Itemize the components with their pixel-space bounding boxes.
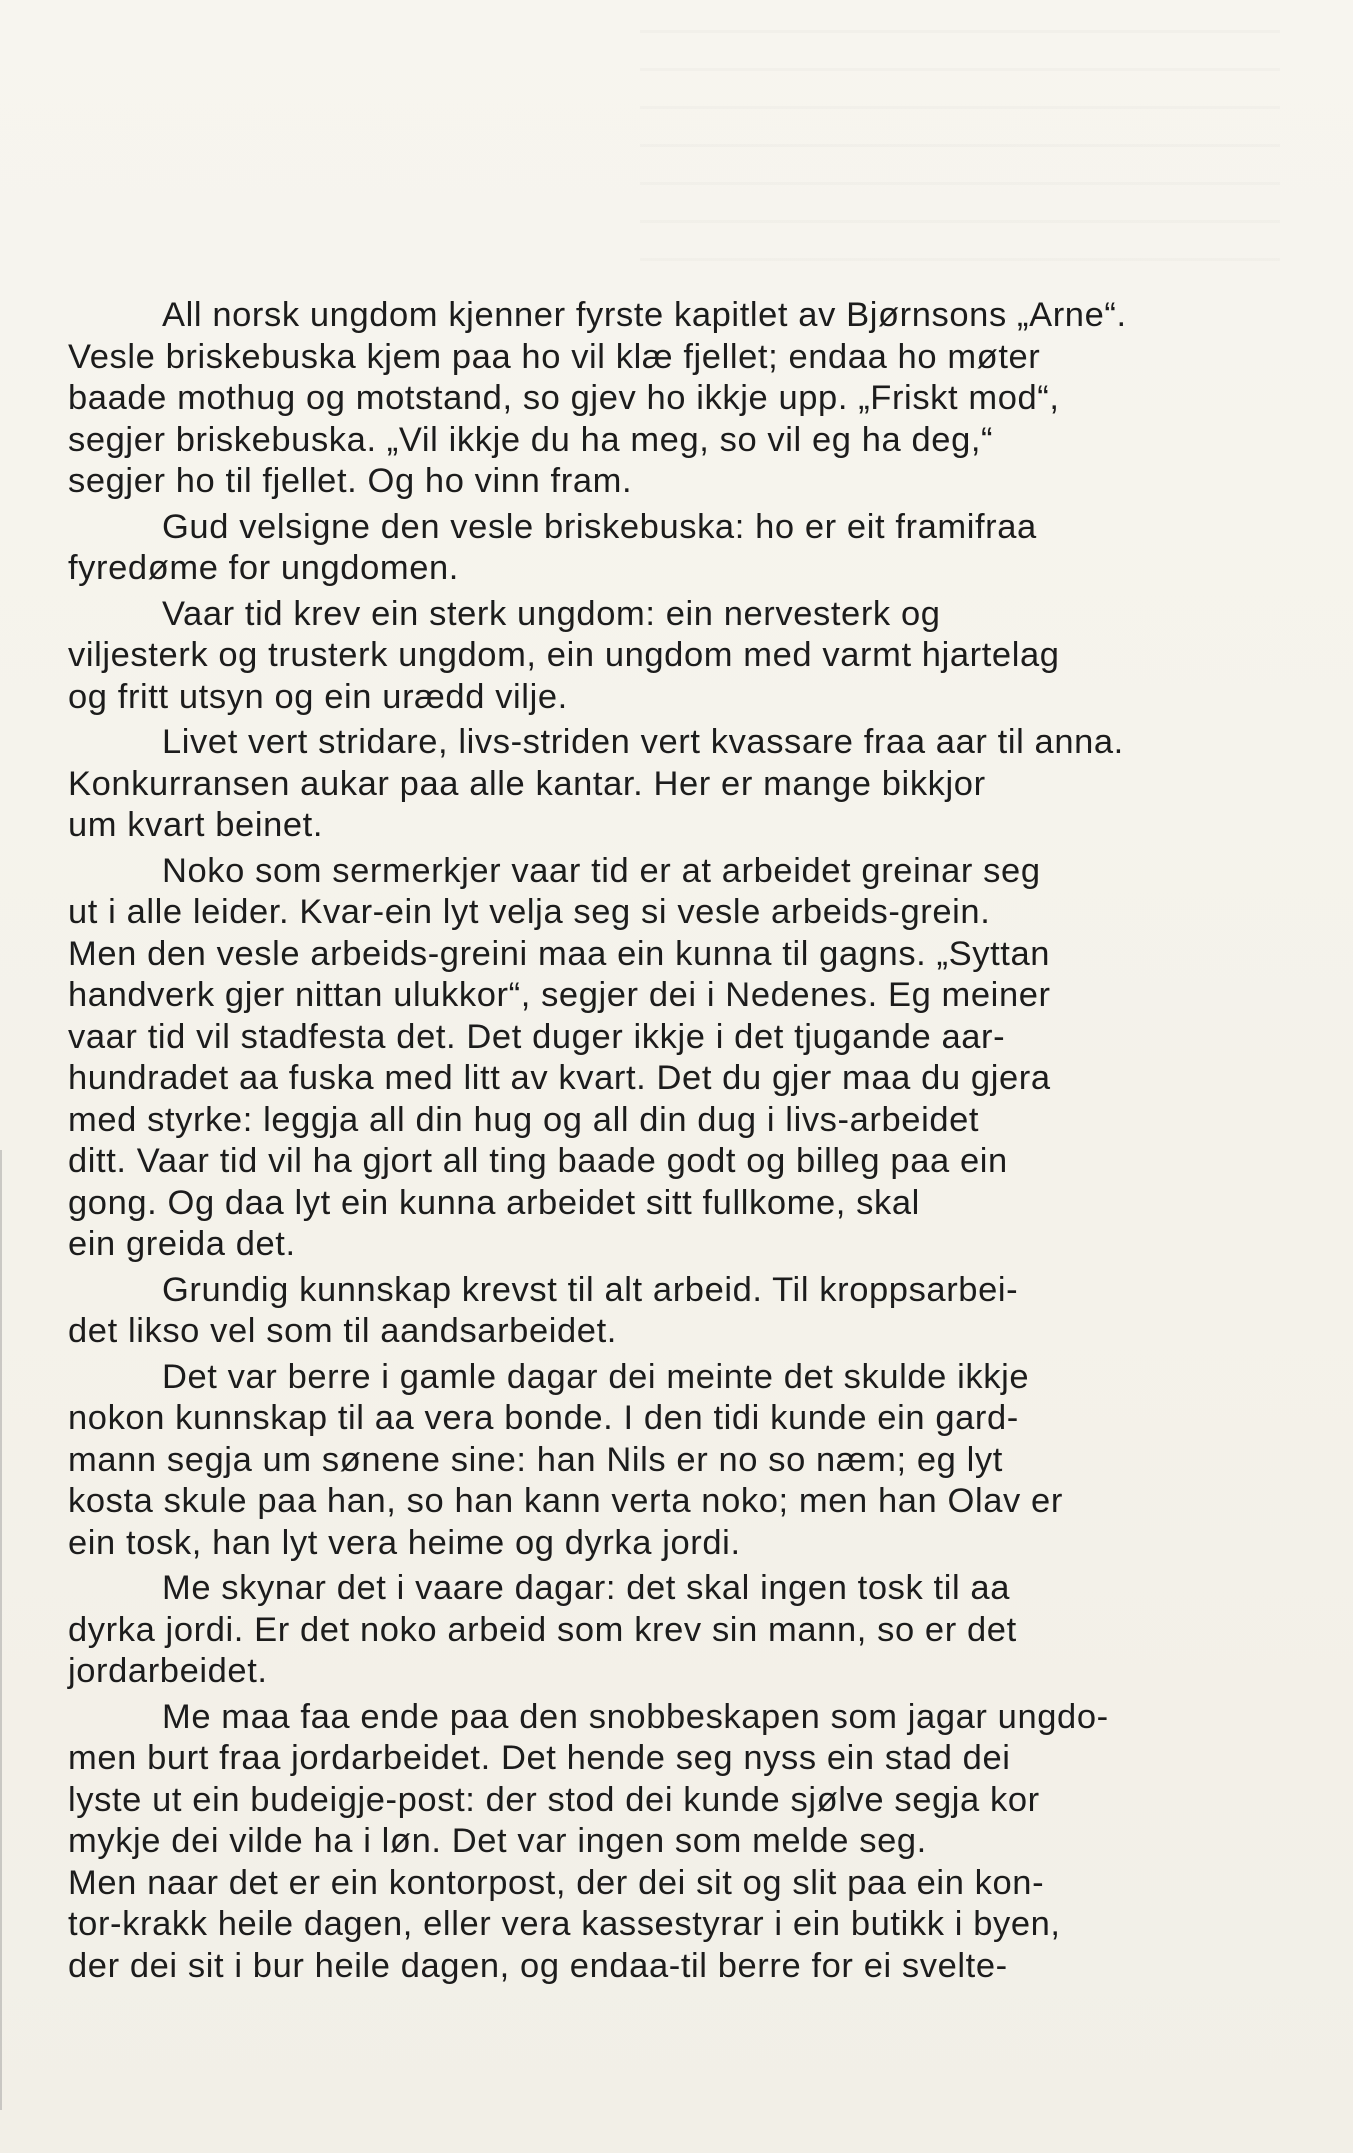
page-body — [68, 295, 1250, 1991]
paragraph: Noko som sermerkjer vaar tid er at arbeidet greinar seg ut i alle leider. Kvar-ein lyt velja seg si vesle arbeids-grein. Men den vesle arbeids-greini maa ein kunna til gagns. „Syttan handverk gjer nittan ulukkor“, segjer dei i Nedenes. Eg meiner vaar tid vil stadfesta det. Det duger ikkje i det tjugande aar- hundradet aa fuska med litt av kvart. Det du gjer maa du gjera med styrke: leggja all din hug og all din dug i livs-arbeidet ditt. Vaar tid vil ha gjort all ting baade godt og billeg paa ein gong. Og daa lyt ein kunna arbeidet sitt fullkome, skal ein greida det. — [68, 851, 1051, 1263]
paragraph: All norsk ungdom kjenner fyrste kapitlet av Bjørnsons „Arne“. Vesle briskebuska kjem paa ho vil klæ fjellet; endaa ho møter baade mothug og motstand, so gjev ho ikkje upp. „Friskt mod“, segjer briskebuska. „Vil ikkje du ha meg, so vil eg ha deg,“ segjer ho til fjellet. Og ho vinn fram. — [68, 296, 1127, 500]
paragraph: Det var berre i gamle dagar dei meinte det skulde ikkje nokon kunnskap til aa vera bonde. I den tidi kunde ein gard- mann segja um sønene sine: han Nils er no so næm; eg lyt kosta skule paa han, so han kann verta noko; men han Olav er ein tosk, han lyt vera heime og dyrka jordi. — [68, 1357, 1063, 1562]
page-edge — [0, 1150, 12, 2110]
bleed-through — [640, 30, 1280, 290]
paragraph: Gud velsigne den vesle briskebuska: ho er eit framifraa fyredøme for ungdomen. — [68, 507, 1037, 587]
paragraph: Me maa faa ende paa den snobbeskapen som jagar ungdo- men burt fraa jordarbeidet. Det hende seg nyss ein stad dei lyste ut ein budeigje-post: der stod dei kunde sjølve segja kor mykje dei vilde ha i løn. Det var ingen som melde seg. Men naar det er ein kontorpost, der dei sit og slit paa ein kon- tor-krakk heile dagen, eller vera kassestyrar i ein butikk i byen, der dei sit i bur heile dagen, og endaa-til berre for ei svelte- — [68, 1697, 1109, 1985]
paragraph: Vaar tid krev ein sterk ungdom: ein nervesterk og viljesterk og trusterk ungdom, ein ungdom med varmt hjartelag og fritt utsyn og ein urædd vilje. — [68, 594, 1060, 716]
paragraph: Grundig kunnskap krevst til alt arbeid. Til kroppsarbei- det likso vel som til aandsarbeidet. — [68, 1270, 1019, 1350]
paragraph: Livet vert stridare, livs-striden vert kvassare fraa aar til anna. Konkurransen aukar paa alle kantar. Her er mange bikkjor um kvart beinet. — [68, 723, 1124, 844]
paragraph: Me skynar det i vaare dagar: det skal ingen tosk til aa dyrka jordi. Er det noko arbeid som krev sin mann, so er det jordarbeidet. — [68, 1569, 1017, 1690]
